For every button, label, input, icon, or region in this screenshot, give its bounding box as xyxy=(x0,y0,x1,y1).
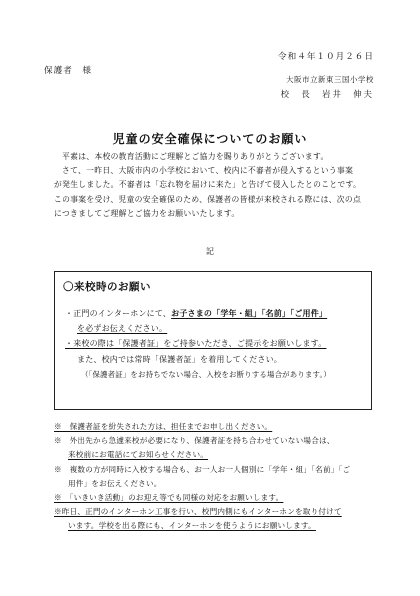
item2-text: ・来校の際は「保護者証」をご持参いただき、ご提示をお願いします。 xyxy=(65,339,327,349)
intro-line: さて、一昨日、大阪市内の小学校において、校内に不審者が侵入するという事案 xyxy=(62,166,354,176)
document-title: 児童の安全確保についてのお願い xyxy=(112,132,308,146)
school-name: 大阪市立新東三国小学校 xyxy=(286,75,374,84)
note-line: ※ 保護者証を紛失された方は、担任までお申し出ください。 xyxy=(54,422,273,431)
intro-line: につきましてご理解とご協力をお願いいたします。 xyxy=(54,208,240,218)
box-title: 〇来校時のお願い xyxy=(63,281,151,293)
item1-prefix: ・正門のインターホンにて、 xyxy=(65,309,172,318)
intro-paragraph xyxy=(54,150,372,221)
item1-suffix: を必ずお伝えください。 xyxy=(77,324,168,334)
item2-text-b: また、校内では常時「保護者証」を着用してください。 xyxy=(77,354,282,364)
note-line: ※ 「いきいき活動」のお迎え等でも同様の対応をお願いします。 xyxy=(54,493,284,503)
principal-name: 校 長 岩井 伸夫 xyxy=(280,89,374,99)
addressee: 保護者 様 xyxy=(44,66,92,76)
note-line: 用件」をお伝えください。 xyxy=(68,478,162,488)
item2-note: （「保護者証」をお持ちでない場合、入校をお断りする場合があります。） xyxy=(81,369,332,379)
ki-heading: 記 xyxy=(206,247,214,256)
note-line: 来校前にお電話にてお知らせください。 xyxy=(68,450,209,460)
document-date: 令和４年１０月２６日 xyxy=(278,52,374,62)
box-body xyxy=(65,306,363,382)
item1-line xyxy=(65,306,363,321)
intro-line: この事案を受け、児童の安全確保のため、保護者の皆様が来校される際には、次の点 xyxy=(54,194,362,204)
item2-line xyxy=(65,336,363,351)
item1-cont xyxy=(65,321,363,336)
note-line: ※ 複数の方が同時に入校する場合も、お一人お一人個別に「学年・組」「名前」「ご xyxy=(54,464,351,474)
notes-section xyxy=(54,420,372,534)
item1-emphasis: お子さまの「学年・組」「名前」「ご用件」 xyxy=(171,308,328,318)
intro-line: 平素は、本校の教育活動にご理解とご協力を賜りありがとうございます。 xyxy=(62,152,329,161)
note-line: ※昨日、正門のインターホン工事を行い、校門内側にもインターホンを取り付けて xyxy=(54,507,342,517)
item2-cont xyxy=(65,352,363,367)
note-line: います。学校を出る際にも、インターホンを使うようにお願いします。 xyxy=(68,521,316,531)
intro-line: が発生しました。不審者は「忘れ物を届けに来た」と告げて侵入したとのことです。 xyxy=(54,180,362,190)
visit-request-box xyxy=(54,271,372,410)
note-line: ※ 外出先から急遽来校が必要になり、保護者証を持ち合わせていない場合は、 xyxy=(54,436,335,446)
